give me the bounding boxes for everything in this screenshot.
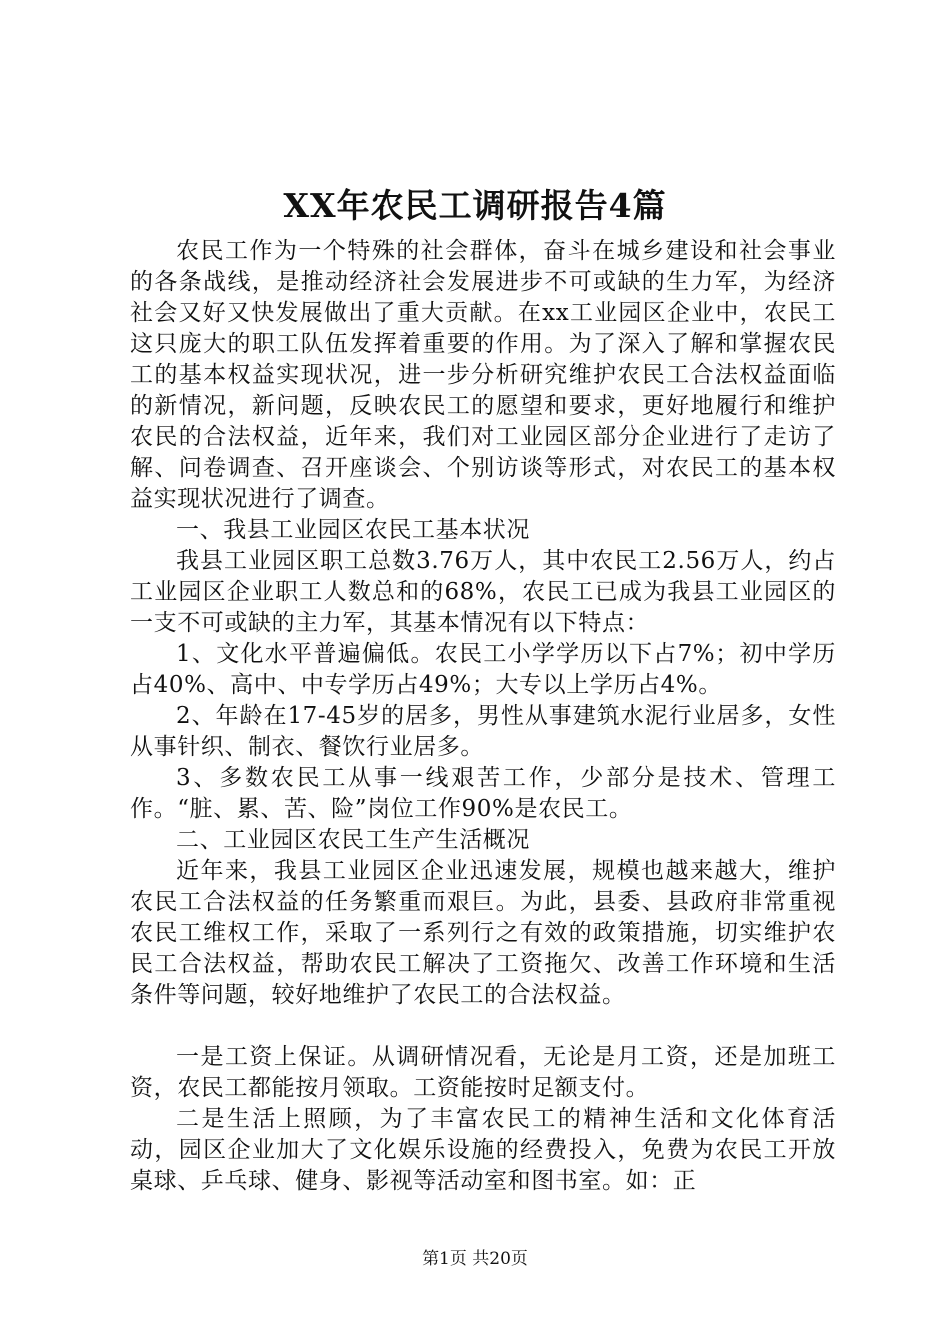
paragraph-intro: 农民工作为一个特殊的社会群体，奋斗在城乡建设和社会事业的各条战线，是推动经济社会发展进步不可或缺的生力军，为经济社会又好又快发展做出了重大贡献。在xx工业园区企业中，农民工这只庞大的职工队伍发挥着重要的作用。为了深入了解和掌握农民工的基本权益实现状况，进一步分析研究维护农民工合法权益面临的新情况，新问题，反映农民工的愿望和要求，更好地履行和维护农民的合法权益，近年来，我们对工业园区部分企业进行了走访了解、问卷调查、召开座谈会、个别访谈等形式，对农民工的基本权益实现状况进行了调查。 (130, 238, 836, 512)
section-heading-2: 二、工业园区农民工生产生活概况 (176, 827, 530, 853)
section-heading-1: 一、我县工业园区农民工基本状况 (176, 517, 530, 543)
paragraph-item-1: 1、文化水平普遍偏低。农民工小学学历以下占7%；初中学历占40%、高中、中专学历占49%；大专以上学历占4%。 (130, 641, 836, 698)
paragraph-living: 二是生活上照顾，为了丰富农民工的精神生活和文化体育活动，园区企业加大了文化娱乐设施的经费投入，免费为农民工开放桌球、乒乓球、健身、影视等活动室和图书室。如：正 (130, 1106, 836, 1194)
paragraph-basic-stats: 我县工业园区职工总数3.76万人，其中农民工2.56万人，约占工业园区企业职工人数总和的68%，农民工已成为我县工业园区的一支不可或缺的主力军，其基本情况有以下特点： (130, 548, 836, 636)
page-footer: 第1页 共20页 (422, 1249, 528, 1269)
paragraph-item-3: 3、多数农民工从事一线艰苦工作，少部分是技术、管理工作。“脏、累、苦、险”岗位工作90%是农民工。 (130, 765, 836, 822)
paragraph-gap (130, 1011, 836, 1042)
document-body (130, 236, 836, 1197)
paragraph-item-2: 2、年龄在17-45岁的居多，男性从事建筑水泥行业居多，女性从事针织、制衣、餐饮行业居多。 (130, 703, 836, 760)
document-title: XX年农民工调研报告4篇 (283, 186, 667, 225)
paragraph-overview: 近年来，我县工业园区企业迅速发展，规模也越来越大，维护农民工合法权益的任务繁重而艰巨。为此，县委、县政府非常重视农民工维权工作，采取了一系列行之有效的政策措施，切实维护农民工合法权益，帮助农民工解决了工资拖欠、改善工作环境和生活条件等问题，较好地维护了农民工的合法权益。 (130, 858, 836, 1008)
paragraph-wages: 一是工资上保证。从调研情况看，无论是月工资，还是加班工资，农民工都能按月领取。工资能按时足额支付。 (130, 1044, 836, 1101)
